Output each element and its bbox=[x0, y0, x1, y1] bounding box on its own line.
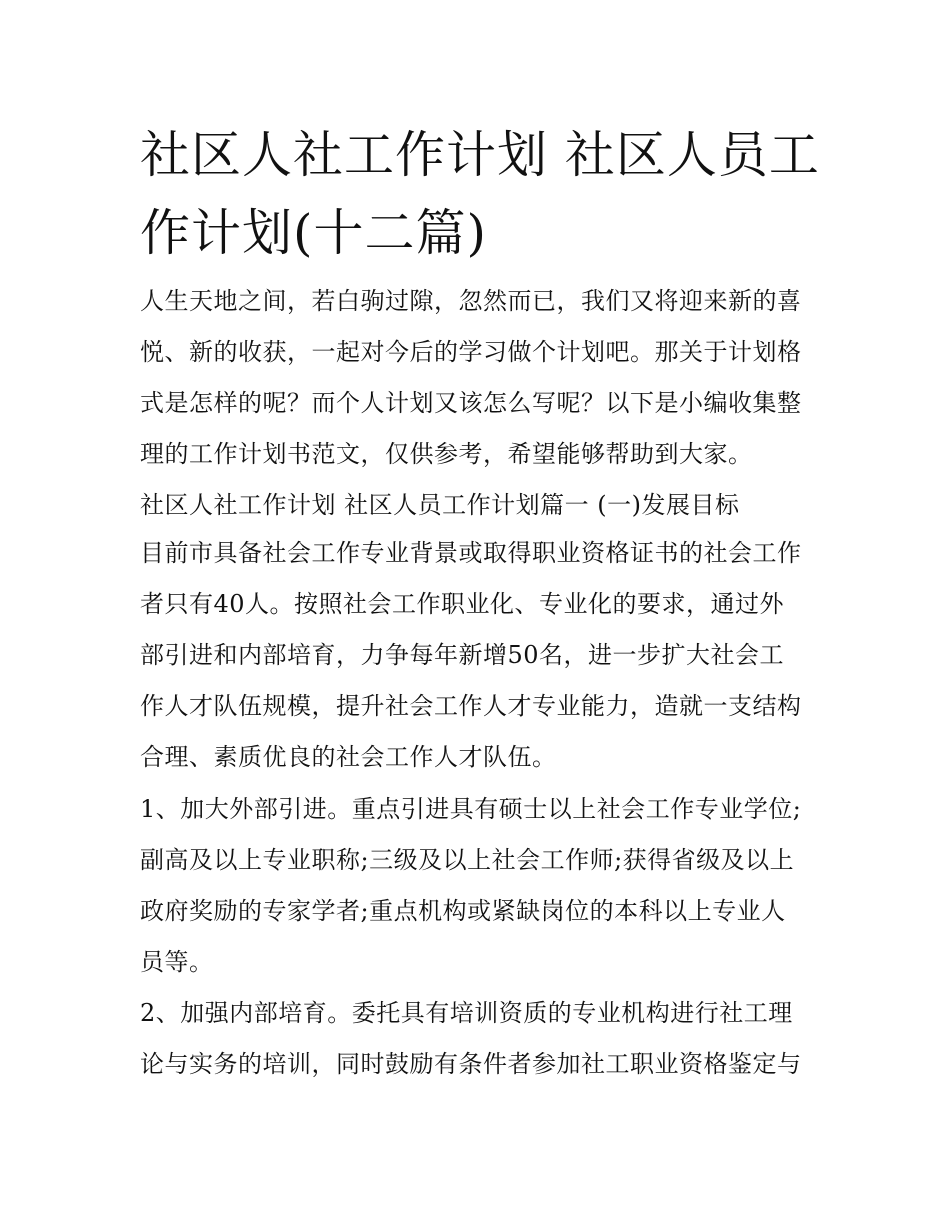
intro-line: 人生天地之间，若白驹过隙，忽然而已，我们又将迎来新的喜 bbox=[140, 287, 802, 315]
section-heading: 社区人社工作计划 社区人员工作计划篇一 (一)发展目标 bbox=[140, 491, 740, 519]
goal-line: 部引进和内部培育，力争每年新增50名，进一步扩大社会工 bbox=[140, 641, 785, 669]
intro-line: 悦、新的收获，一起对今后的学习做个计划吧。那关于计划格 bbox=[140, 338, 802, 366]
item1-line: 政府奖励的专家学者;重点机构或紧缺岗位的本科以上专业人 bbox=[140, 897, 786, 925]
title-line: 社区人社工作计划 社区人员工 bbox=[140, 126, 820, 184]
item1-line: 员等。 bbox=[140, 948, 214, 976]
goal-paragraph bbox=[140, 528, 820, 783]
goal-line: 合理、素质优良的社会工作人才队伍。 bbox=[140, 743, 557, 771]
item1-line: 1、加大外部引进。重点引进具有硕士以上社会工作专业学位; bbox=[140, 795, 802, 823]
item1-line: 副高及以上专业职称;三级及以上社会工作师;获得省级及以上 bbox=[140, 846, 795, 874]
goal-line: 者只有40人。按照社会工作职业化、专业化的要求，通过外 bbox=[140, 590, 785, 618]
goal-line: 作人才队伍规模，提升社会工作人才专业能力，造就一支结构 bbox=[140, 692, 802, 720]
item2-line: 论与实务的培训，同时鼓励有条件者参加社工职业资格鉴定与 bbox=[140, 1050, 802, 1078]
section-heading-paragraph bbox=[140, 480, 820, 531]
item1-paragraph bbox=[140, 784, 820, 988]
goal-line: 目前市具备社会工作专业背景或取得职业资格证书的社会工作 bbox=[140, 539, 802, 567]
intro-paragraph bbox=[140, 276, 820, 480]
item2-line: 2、加强内部培育。委托具有培训资质的专业机构进行社工理 bbox=[140, 999, 793, 1027]
document-title bbox=[140, 116, 820, 272]
title-line: 作计划(十二篇) bbox=[140, 204, 488, 262]
item2-paragraph bbox=[140, 988, 820, 1090]
intro-line: 理的工作计划书范文，仅供参考，希望能够帮助到大家。 bbox=[140, 440, 753, 468]
intro-line: 式是怎样的呢？而个人计划又该怎么写呢？以下是小编收集整 bbox=[140, 389, 802, 417]
